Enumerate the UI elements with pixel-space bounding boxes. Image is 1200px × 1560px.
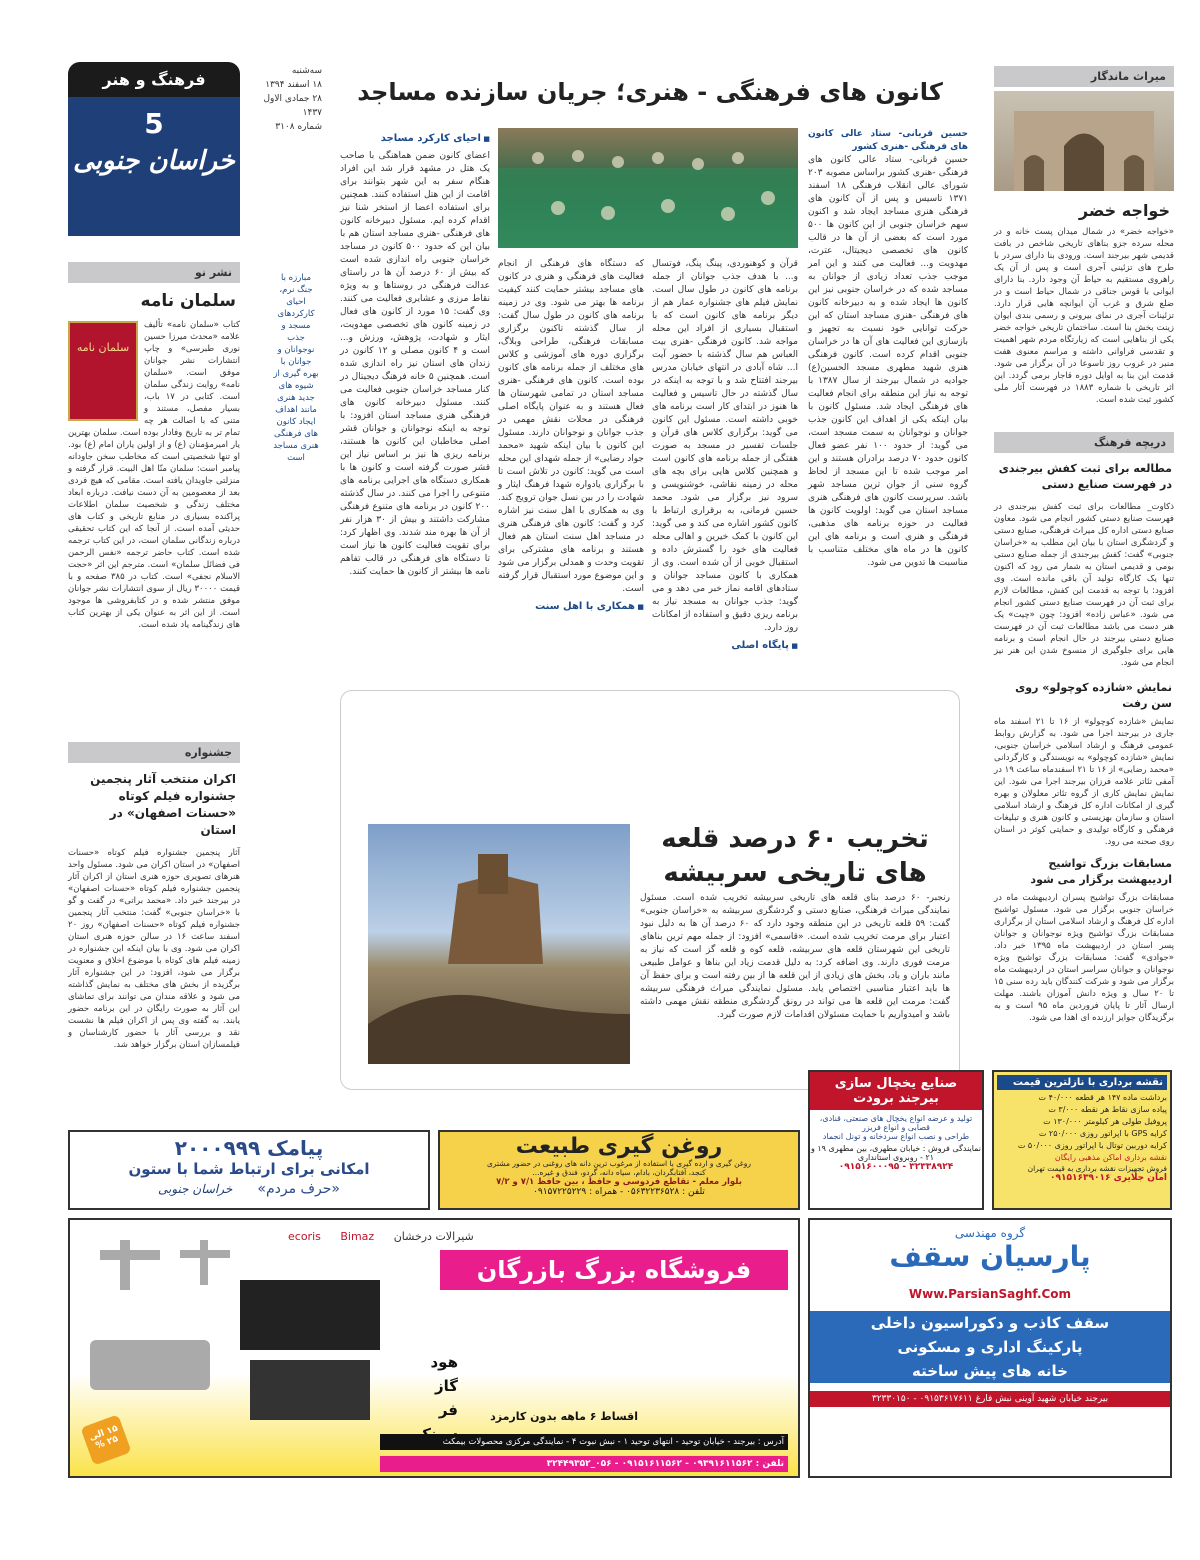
festival-title: اکران منتخب آثار پنجمین جشنواره فیلم کوتاه «حسنات اصفهان» در استان bbox=[90, 772, 236, 837]
culture-body: ذکاوت_ مطالعات برای ثبت کفش بیرجندی در فهرست صنایع دستی کشور انجام می شود. معاون صنایع دستی اداره کل میراث فرهنگی، صنایع دستی و گردشگری استان با بیان این مطلب به «خراسان جنوبی» گفت: کفش بیرجندی از جمله صنایع دستی بومی و قدیمی استان به شمار می رود که اکنون تنها یک کارگاه تولید آن باقی مانده است. وی افزود: با توجه به قدمت این کفش، مطالعات لازم برای ثبت آن در فهرست صنایع دستی کشور انجام می شود. «عباس زاده» افزود: چون «چیت» یک هنر دست می باشد مطالعات ثبت آن در فهرست صنایع دستی بیرجند در حال انجام است و برنامه هایی برای جلوگیری از منسوخ شدن این هنر نیز انجام می شود. bbox=[994, 502, 1174, 668]
new-pub-bar: نشر نو bbox=[68, 262, 240, 283]
store-brands: شیرالات درخشان ecoris Bimaz bbox=[288, 1230, 474, 1243]
book-cover: سلمان نامه bbox=[68, 321, 138, 421]
store-items: هود گاز فر bbox=[430, 1353, 458, 1419]
heritage-photo bbox=[994, 91, 1174, 191]
heritage-bar: میراث ماندگار bbox=[994, 66, 1174, 87]
culture-title: مطالعه برای ثبت کفش بیرجندی در فهرست صنایع دستی bbox=[998, 462, 1172, 491]
heritage-body: «خواجه خضر» در شمال میدان پست خانه و در محله سرده جزو بناهای تاریخی شاخص در بافت قدیمی شهر بیرجند است. ورودی بنا دارای سردر با طرح های تزئینی آجری است و پس از آن یک راهروی مستقیم به حیاط آن وجود دارد. بنا دارای ایوانی با قوس جناقی در شمال حیاط است و در ضلع شرق و غرب آن ایوانچه هایی قرار دارد. تزئینات آجری در نمای بیرونی و رسمی بندی ایوان زینت بخش بنا است. ساختمان تاریخی خواجه خضر یکی از بناهایی است که زیارتگاه مردم شهر اهمیت و تقدسی فراوانی داشته و مراسم معنوی هفت منبر در غروب روز تاسوعا در آن برگزار می شود. قدمت این بنا به اوایل دوره قاجار برمی گردد. این اثر تاریخی با شماره ۱۸۸۳ در فهرست آثار ملی کشور ثبت شده است. bbox=[994, 227, 1174, 405]
castle-title: تخریب ۶۰ درصد قلعه های تاریخی سربیشه bbox=[661, 824, 929, 888]
masthead-date: سه‌شنبه ۱۸ اسفند ۱۳۹۴ ۲۸ جمادی الاول ۱۴۳۷ شماره ۳۱۰۸ bbox=[263, 66, 322, 132]
contest-body: مسابقات بزرگ تواشیح پسران اردیبهشت ماه در خراسان جنوبی برگزار می شود. مسئول تواشیح اداره کل فرهنگ و ارشاد اسلامی استان از برگزاری مسابقات بزرگ تواشیح ویژه نوجوانان و جوانان پسر استان در اردیبهشت ماه ۱۳۹۵ خبر داد. «جوادی» گفت: مسابقات بزرگ تواشیح ویژه نوجوانان و جوانان سراسر استان در اردیبهشت ماه برگزار می شود و شرکت کنندگان باید رده سنی ۱۵ تا ۲۰ سال و ویژه دانش آموزان باشند. مهلت ارسال آثار تا پایان فروردین ماه ۹۵ است و به برگزیدگان جوایز ارزنده ای اهدا می شود. bbox=[994, 893, 1175, 1023]
discount-badge: ۱۵ الی ۲۵ % bbox=[80, 1414, 131, 1465]
new-pub-section bbox=[68, 262, 240, 722]
ad-survey: نقشه برداری با نازلترین قیمت برداشت ماده ۱۴۷ هر قطعه ۴۰/۰۰۰ ت پیاده سازی نقاط هر نقطه ۳/۰۰۰ ت پروفیل طولی هر کیلومتر ۱۳۰/۰۰۰ ت کرایه GPS با اپراتور روزی ۲۵۰/۰۰۰ ت کرایه دوربین توتال با اپراتور روزی ۵۰/۰۰۰ ت نقشه برداری اماکن مذهبی رایگان فروش تجهیزات نقشه برداری به قیمت تهران امان جلایری ۰۹۱۵۱۶۳۹۰۱۶ bbox=[992, 1070, 1172, 1210]
castle-body: رنجبر- ۶۰ درصد بنای قلعه های تاریخی سربیشه تخریب شده است. مسئول نمایندگی میراث فرهنگی، صنایع دستی و گردشگری سربیشه به «خراسان جنوبی» گفت: ۵۹ قلعه تاریخی در این منطقه وجود دارد که ۶۰ درصد آن ها به دلیل نبود اعتبار برای مرمت تخریب شده است. «قاسمی» افزود: از جمله مهم ترین بناهای تاریخی این شهرستان قلعه های سربیشه، قلعه کوه و قلعه گز است که نیاز به مرمت فوری دارند. وی اضافه کرد: به دلیل قدمت زیاد این بناها و عوامل طبیعی مانند باران و باد، بخش های زیادی از این قلعه ها از بین رفته است و برای حفظ آن ها باید اعتبار مناسبی اختصاص یابد. مسئول نمایندگی میراث فرهنگی سربیشه گفت: مرمت این قلعه ها می تواند در رونق گردشگری منطقه نقش مهمی داشته باشد و امیدواریم با حمایت مسئولان اقدامات لازم صورت گیرد. bbox=[640, 893, 950, 1020]
main-col3: که دستگاه های فرهنگی از انجام فعالیت های فرهنگی و هنری در کانون های مساجد بیشتر حمایت کنند کیفیت برنامه ها بهتر می شود. وی در زمینه برنامه های کانون در طول سال گفت: از سال گذشته تاکنون برگزاری مسابقات فرهنگی، طراحی وبلاگ، برگزاری دوره های آموزشی و کلاس های مختلف از جمله برنامه های کانون بوده است. کانون های فرهنگی -هنری مساجد استان در تمامی شهرستان ها فعال هستند و به عنوان پایگاه اصلی فرهنگی در محلات نقش مهمی در جذب جوانان و نوجوانان دارند. مسئول این کانون با بیان اینکه شهید «محمد جواد رضایی» از جمله شهدای این محله است می گوید: کانون در تلاش است تا با برگزاری یادواره شهدا فرهنگ ایثار و شهادت را در بین نسل جوان ترویج کند. وی به همکاری با اهل سنت نیز اشاره کرد و گفت: کانون های فرهنگی هنری در مساجد اهل سنت استان هم فعال هستند و برنامه های مشترکی برای تقویت وحدت و همدلی برگزار می شود و این موضوع مورد استقبال قرار گرفته است. ■ همکاری با اهل سنت bbox=[498, 258, 644, 668]
main-col4: ■ احیای کارکرد مساجد اعضای کانون ضمن هماهنگی با صاحب یک هتل در مشهد قرار شد این افراد هنگام سفر به این شهر بتوانند برای اقامت از این هتل استفاده کنند. همچنین برای استفاده اعضا از استخر شنا نیز اقدام کرده ایم. مسئول دبیرخانه کانون های فرهنگی -هنری مساجد استان هم با بیان این که حدود ۵۰۰ کانون در مساجد خراسان جنوبی راه اندازی شده است که بیش از ۶۰ درصد آن ها در راستای عدالت فرهنگی در روستاها و به ویژه نقاط مرزی و عشایری فعالیت می کنند. وی گفت: ۱۵ مورد از کانون های فعال در زمینه کانون های تخصصی مهدویت، ایثار و شهادت، پژوهش، ورزش و... است و ۴ کانون مصلی و ۱۲ کانون در زندان های استان نیز راه اندازی شده است. همچنین ۵ خانه فرهنگ دیجیتال در کنار مساجد خراسان جنوبی فعالیت می کنند. مسئول دبیرخانه کانون های فرهنگی هنری مساجد استان افزود: با توجه به اینکه نوجوانان و جوانان قشر اصلی مخاطبان این کانون ها هستند، برنامه ریزی ها نیز بر اساس نیاز این قشر صورت گرفته است و کانون ها با همکاری دستگاه های اجرایی برنامه های متنوعی را اجرا می کنند. در سال گذشته ۲۰۰ کانون در برنامه های متنوع فرهنگی مشارکت داشتند و بیش از ۳۰ هزار نفر از آن ها بهره مند شدند. وی اظهار کرد: برای تقویت فعالیت کانون ها نیاز است تا دستگاه های فرهنگی در قالب تفاهم نامه ها بیشتر از کانون ها حمایت کنند. bbox=[340, 128, 490, 668]
ad-oil: روغن گیری طبیعت روغن گیری و ارده گیری با استفاده از مرغوب ترین دانه های روغنی در حضور مشتری کنجد، آفتابگردان، بادام، سیاه دانه، گردو، فندق و غیره... بلوار معلم - تقاطع فردوسی و حافظ ، بین حافظ ۷/۱ و ۷/۲ تلفن : ۰۵۶۳۲۲۳۶۵۲۸ - همراه : ۰۹۱۵۷۲۲۵۲۲۹ bbox=[438, 1130, 800, 1210]
main-byline: حسین قربانی- ستاد عالی کانون های فرهنگی -هنری کشور bbox=[808, 129, 968, 152]
ad-store: شیرالات درخشان ecoris Bimaz فروشگاه بزرگ بازرگان هود گاز فر اقساط ۶ ماهه بدون کارمزد آدرس : بیرجند - خیابان توحید - انتهای توحید ۱ - نبش نبوت ۴ - نمایندگی مرکزی محصولات بیمکث تلفن : ۰۹۳۹۱۶۱۱۵۶۲ - ۰۹۱۵۱۶۱۱۵۶۲ - ۰۵۶_۳۲۴۴۹۳۵۲ ۱۵ الی ۲۵ % bbox=[68, 1218, 800, 1478]
exhibition-title: نمایش «شازده کوچولو» روی سن رفت bbox=[1015, 681, 1172, 710]
province-logo: خراسان جنوبی bbox=[73, 146, 235, 176]
ad-sms: پیامک ۲۰۰۰۹۹۹ امکانی برای ارتباط شما با ستون «حرف مردم» خراسان جنوبی bbox=[68, 1130, 430, 1210]
arch-photo-svg bbox=[994, 91, 1174, 191]
masthead-box bbox=[68, 62, 240, 236]
sms-logo: خراسان جنوبی bbox=[158, 1182, 233, 1196]
exhibition-section bbox=[994, 676, 1174, 847]
new-pub-body: کتاب «سلمان نامه» تألیف علامه «محدث میرزا حسین نوری طبرسی» و چاپ انتشارات نشر جوانان موفق است. «سلمان نامه» روایت زندگی سلمان است. کتابی در ۱۷ باب، بسیار مفصل، مستند و متنی که با اصالت هر چه تمام تر به تاریخ وفادار بوده است. سلمان بهترین یار امیرمؤمنان (ع) و از اولین یاران امام (ع) بود. او تنها شخصیتی است که مخاطب سخن جاودانه پیامبر است: سلمان منّا اهل البیت. قرار گرفته و منزلتی جاویدان یافته است. مقامی که هیچ فردی بعد از معصومین به آن دست نیافت. درباره ابعاد مختلف زندگی و شخصیت سلمان اطلاعات پراکنده بسیاری در منابع تاریخی و کتاب های حدیثی آمده است. از آنجا که این کتاب تحقیقی درباره زندگانی سلمان است، در این کتاب ترجمه شده است. کتاب حاضر ترجمه «نفس الرحمن فی فضائل سلمان» است. مترجم این اثر «حجت الاسلام نجفی» است. کتاب در ۳۸۵ صفحه و با قیمت ۳۰۰۰۰ ریال از سوی انتشارات نشر جوانان موفق منتشر شده و در کتابفروشی ها موجود است. از این اثر به عنوان یکی از بهترین کتاب های زندگینامه یاد شده است. bbox=[68, 320, 241, 630]
main-col1: حسین قربانی- ستاد عالی کانون های فرهنگی -هنری کشور حسین قربانی- ستاد عالی کانون های فرهنگی -هنری کشور براساس مصوبه ۲۰۳ شورای عالی انقلاب فرهنگی ۱۸ اسفند ۱۳۷۱ تاسیس و پس از آن کانون های فرهنگی هنری مساجد ایجاد شد و اکنون سهم خراسان جنوبی از این کانون ها ۵۰۰ مورد است که بعضی از آن ها در قالب کانون های تخصصی دیجیتال، عترت، مهدویت و... فعالیت می کنند و این امر موجب جذب تعداد زیادی از جوانان به مساجد شده که در خراسان جنوبی نیز این کانون ها ایجاد شده و به دبیرخانه کانون های فرهنگی -هنری مساجد استان که این حرکت توانایی خود نسبت به تجهیز و بازسازی این فعالیت های آن ها در خراسان جنوبی اقدام کرده است. کانون فرهنگی هنری شهید مطهری مسجد الحسین(ع) جوادیه در شمال بیرجند از سال ۱۳۸۷ با توجه به نیاز این منطقه برای انجام فعالیت های فرهنگی ایجاد شد. مسئول کانون با بیان اینکه یکی از اهداف این کانون جذب جوانان و نوجوانان به سمت مسجد است، می گوید: از حدود ۱۰۰ نفر عضو فعال کانون حدود ۷۰ درصد برادران هستند و این امر موجب شده تا این مسجد از لحاظ گروه سنی از جوان ترین مساجد شهر باشد. سرپرست کانون های فرهنگی هنری مساجد استان می گوید: اولویت کانون ها فعالیت در حوزه برنامه های مذهبی، فرهنگی و هنری است و برنامه های این کانون ها در ماه های مختلف متناسب با مناسبت ها تدوین می شود. bbox=[808, 129, 969, 568]
exhibition-body: نمایش «شازده کوچولو» از ۱۶ تا ۲۱ اسفند ماه جاری در بیرجند اجرا می شود. به گزارش روابط عمومی فرهنگ و ارشاد اسلامی خراسان جنوبی، نمایش «شازده کوچولو» به نویسندگی و کارگردانی «محمد رضایی» از ۱۶ تا ۲۱ اسفندماه ساعت ۱۹ در آمفی تئاتر علامه فرزان بیرجند اجرا می شود. این نمایش نمایش کاری از گروه تئاتر معلولان و بهره گیری از امکانات اداره کل فرهنگ و ارشاد اسلامی استان و سازمان بهزیستی و کانون هنری و تبلیغات فرهنگی و کارگاه تولیدی و حمایتی کوثر در استان روی صحنه می رود. bbox=[994, 717, 1174, 847]
page-number: 5 bbox=[144, 107, 164, 140]
sidebar-quote: مبارزه با جنگ نرم، احیای کارکردهای مسجد و جذب نوجوانان و جوانان با بهره گیری از شیوه های جدید هنری مانند اهداف ایجاد کانون های فرهنگی هنری مساجد است bbox=[273, 273, 319, 463]
ad-ceiling: گروه مهندسی پارسیان سقف Www.ParsianSaghf.Com سقف کاذب و دکوراسیون داخلی پارکینگ اداری و مسکونی خانه های پیش ساخته بیرجند خیابان شهید آوینی نبش فارغ ۰۹۱۵۳۶۱۷۶۱۱ - ۳۲۳۳۰۱۵۰ bbox=[808, 1218, 1172, 1478]
festival-body: آثار پنجمین جشنواره فیلم کوتاه «حسنات اصفهان» در استان اکران می شود. مسئول واحد هنرهای تصویری حوزه هنری استان از اکران آثار پنجمین جشنواره فیلم کوتاه «حسنات اصفهان» در بیرجند خبر داد. «محمد براتی» در گفت و گو با «خراسان جنوبی» گفت: منتخب آثار پنجمین جشنواره فیلم کوتاه «حسنات اصفهان» روز ۲۰ اسفند ساعت ۱۶ در سالن حوزه هنری استان اکران می شود. وی با بیان اینکه این جشنواره در زمینه فیلم های کوتاه با موضوع اخلاق و معنویت برگزار می شود، افزود: در این جشنواره آثار برگزیده از بخش های مختلف به نمایش گذاشته می شود و علاقه مندان می توانند برای تماشای این آثار به صورت رایگان در این برنامه حضور یابند. به گفته وی پس از اکران فیلم ها نشست نقد و بررسی آثار با حضور کارشناسان و فیلمسازان استان برگزار خواهد شد. bbox=[68, 848, 240, 1050]
contest-title: مسابقات بزرگ تواشیح اردیبهشت برگزار می شود bbox=[1030, 857, 1172, 886]
culture-section bbox=[994, 432, 1174, 668]
culture-bar: دریچه فرهنگ bbox=[994, 432, 1174, 453]
castle-photo-svg bbox=[368, 824, 630, 1064]
mosque-photo bbox=[498, 128, 798, 248]
festival-section bbox=[68, 742, 240, 1130]
festival-bar: جشنواره bbox=[68, 742, 240, 763]
main-col2: قرآن و کوهنوردی، پینگ پنگ، فوتسال و... با هدف جذب جوانان از جمله برنامه های کانون در طول سال است. نمایش فیلم های جشنواره عمار هم از دیگر برنامه های کانون است که با استقبال بسیاری از افراد این محله مواجه شد. کانون فرهنگی -هنری بیت العباس هم سال گذشته با حضور آیت ا... شاه آبادی در انتهای خیابان مدرس بیرجند افتتاح شد و با توجه به اینکه در سال گذشته در حال تاسیس و فعالیت ها هنوز در ابتدای کار است برنامه های خوبی داشته است. مسئول این کانون می گوید: برگزاری کلاس های قرآن و جلسات تفسیر در مسجد به صورت هفتگی از جمله برنامه های کانون است و همچنین کلاس هایی برای بچه های محله در زمینه نقاشی، خوشنویسی و سرود نیز برگزار می شود. محمد حسین فرمانی، به برقراری ارتباط با کانون کشور اشاره می کند و می گوید: این کانون با کمک خیرین و اهالی محله فعالیت های خود را گسترش داده و استقبال خوبی از آن شده است. وی از همکاری با کانون مساجد جوانان و ستادهای اقامه نماز خبر می دهد و می گوید: جذب جوانان به مسجد نیاز به برنامه ریزی دقیق و استفاده از امکانات روز دارد. ■ پایگاه اصلی bbox=[652, 258, 798, 668]
castle-photo bbox=[368, 824, 630, 1064]
heritage-section bbox=[994, 66, 1174, 405]
heritage-title: خواجه خضر bbox=[1078, 201, 1170, 220]
section-title: فرهنگ و هنر bbox=[68, 62, 240, 97]
contest-section bbox=[994, 852, 1174, 1082]
main-title: کانون های فرهنگی - هنری؛ جریان سازنده مساجد bbox=[357, 78, 943, 106]
survey-items: برداشت ماده ۱۴۷ هر قطعه ۴۰/۰۰۰ ت پیاده سازی نقاط هر نقطه ۳/۰۰۰ ت پروفیل طولی هر کیلومتر ۱۳۰/۰۰۰ ت کرایه GPS با اپراتور روزی ۲۵۰/۰۰۰ ت کرایه دوربین توتال با اپراتور روزی ۵۰/۰۰۰ ت نقشه برداری اماکن مذهبی رایگان bbox=[1017, 1093, 1167, 1162]
ad-fridge: صنایع یخچال سازی بیرجند برودت تولید و عرضه انواع یخچال های صنعتی، قنادی، قصابی و انواع فریزر طراحی و نصب انواع سردخانه و تونل انجماد نمایندگی فروش : خیابان مطهری، بین مطهری ۱۹ و ۲۱ - روبروی استانداری ۳۲۳۳۸۹۲۴ - ۰۹۱۵۱۶۰۰۰۹۵ bbox=[808, 1070, 984, 1210]
products-illustration bbox=[90, 1240, 410, 1430]
new-pub-title: سلمان نامه bbox=[140, 291, 236, 311]
mosque-photo-svg bbox=[498, 128, 798, 248]
